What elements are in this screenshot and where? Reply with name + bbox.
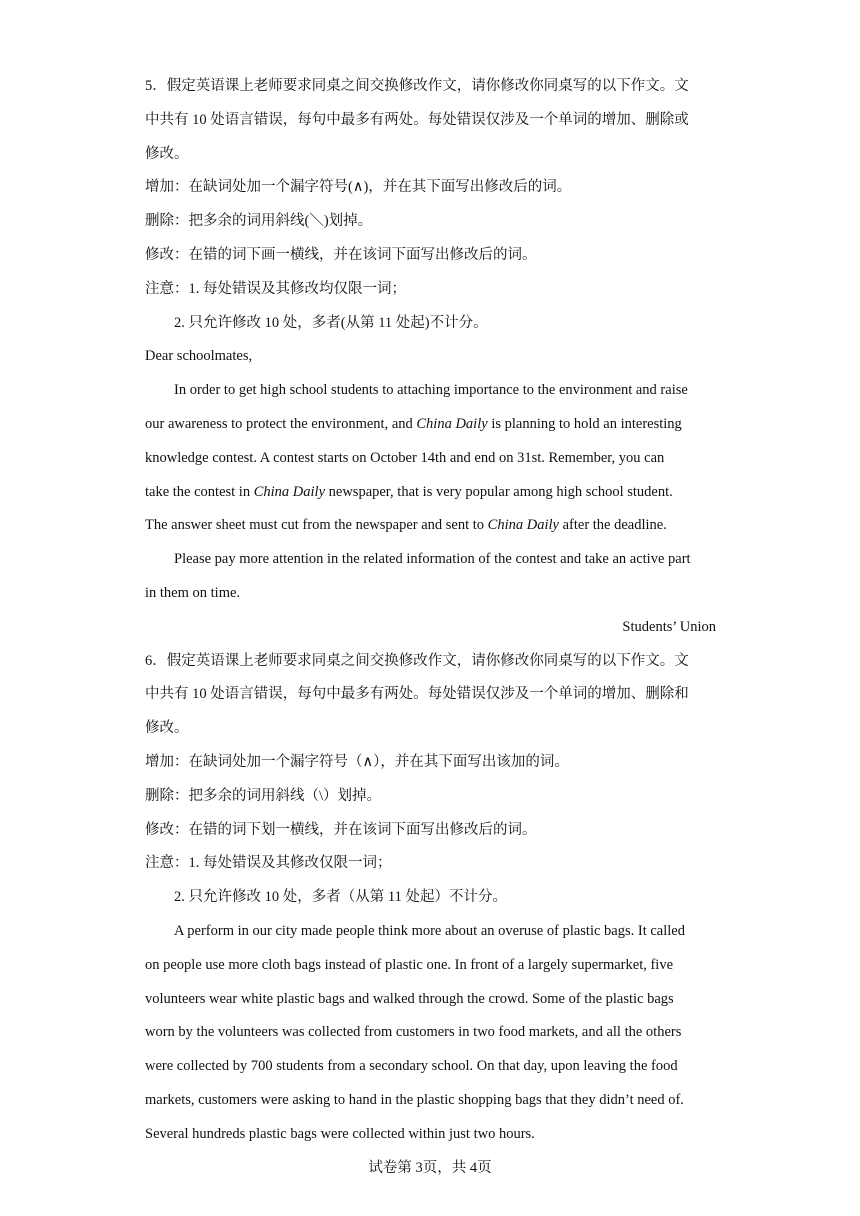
newspaper-name: China Daily <box>487 517 559 534</box>
q6-essay-line: on people use more cloth bags instead of plastic one. In front of a largely supermarket, five <box>145 956 674 973</box>
q5-add-instruction: 增加：在缺词处加一个漏字符号(∧)，并在其下面写出修改后的词。 <box>145 179 572 196</box>
text-span: is planning to hold an interesting <box>487 415 682 432</box>
q5-intro-line-1: 5．假定英语课上老师要求同桌之间交换修改作文，请你修改你同桌写的以下作文。文 <box>145 78 689 94</box>
q5-greeting: Dear schoolmates, <box>145 348 253 365</box>
q5-essay-line: Please pay more attention in the related information of the contest and take an active part <box>174 551 691 568</box>
question-6 <box>145 645 716 1152</box>
q6-intro-line-3: 修改。 <box>145 720 189 737</box>
q6-intro-line-2: 中共有 10 处语言错误，每句中最多有两处。每处错误仅涉及一个单词的增加、删除和 <box>145 686 689 703</box>
q5-delete-instruction: 删除：把多余的词用斜线(＼)划掉。 <box>145 213 373 230</box>
q5-note-2: 2. 只允许修改 10 处，多者(从第 11 处起)不计分。 <box>174 314 488 331</box>
q6-essay-line: markets, customers were asking to hand in the plastic shopping bags that they didn’t need of. <box>145 1091 684 1108</box>
q5-essay-line <box>145 476 716 510</box>
q6-essay-line: volunteers wear white plastic bags and walked through the crowd. Some of the plastic bags <box>145 990 674 1007</box>
page-footer: 试卷第 3页，共 4页 <box>368 1160 492 1176</box>
text-span: our awareness to protect the environment, and <box>145 415 417 432</box>
question-5 <box>145 70 716 645</box>
newspaper-name: China Daily <box>253 483 326 500</box>
q6-essay-line: A perform in our city made people think more about an overuse of plastic bags. It called <box>174 922 685 939</box>
q5-intro-line-3: 修改。 <box>145 145 189 162</box>
q5-essay-line: In order to get high school students to attaching importance to the environment and raise <box>174 382 688 399</box>
newspaper-name: China Daily <box>416 415 488 432</box>
text-span: newspaper, that is very popular among high school student. <box>325 483 673 500</box>
q6-intro-line-1: 6．假定英语课上老师要求同桌之间交换修改作文，请你修改你同桌写的以下作文。文 <box>145 652 689 669</box>
text-span: The answer sheet must cut from the newspaper and sent to <box>145 517 488 534</box>
q5-modify-instruction: 修改：在错的词下画一横线，并在该词下面写出修改后的词。 <box>145 246 537 263</box>
q5-signature: Students’ Union <box>622 618 716 635</box>
q6-essay-line: Several hundreds plastic bags were collected within just two hours. <box>145 1125 535 1142</box>
q5-essay-line: knowledge contest. A contest starts on October 14th and end on 31st. Remember, you can <box>145 449 665 466</box>
q6-essay-line: worn by the volunteers was collected from customers in two food markets, and all the others <box>145 1024 682 1041</box>
q6-add-instruction: 增加：在缺词处加一个漏字符号（∧），并在其下面写出该加的词。 <box>145 753 569 770</box>
q5-essay-line: in them on time. <box>145 584 241 601</box>
q5-essay-line <box>145 408 716 442</box>
q5-essay-line <box>145 509 716 543</box>
text-span: take the contest in <box>145 483 254 500</box>
q5-note-1: 注意：1. 每处错误及其修改均仅限一词； <box>145 280 406 297</box>
q5-intro-line-2: 中共有 10 处语言错误，每句中最多有两处。每处错误仅涉及一个单词的增加、删除或 <box>145 111 689 128</box>
page-content <box>145 70 716 1152</box>
q6-note-2: 2. 只允许修改 10 处，多者（从第 11 处起）不计分。 <box>174 889 507 906</box>
q6-essay-line: were collected by 700 students from a secondary school. On that day, upon leaving the food <box>145 1058 678 1075</box>
q6-delete-instruction: 删除：把多余的词用斜线（\）划掉。 <box>145 787 382 804</box>
q6-essay <box>145 915 716 1152</box>
q6-modify-instruction: 修改：在错的词下划一横线，并在该词下面写出修改后的词。 <box>145 821 537 838</box>
q5-essay <box>145 374 716 611</box>
text-span: after the deadline. <box>558 517 667 534</box>
q6-note-1: 注意：1. 每处错误及其修改仅限一词； <box>145 855 392 872</box>
